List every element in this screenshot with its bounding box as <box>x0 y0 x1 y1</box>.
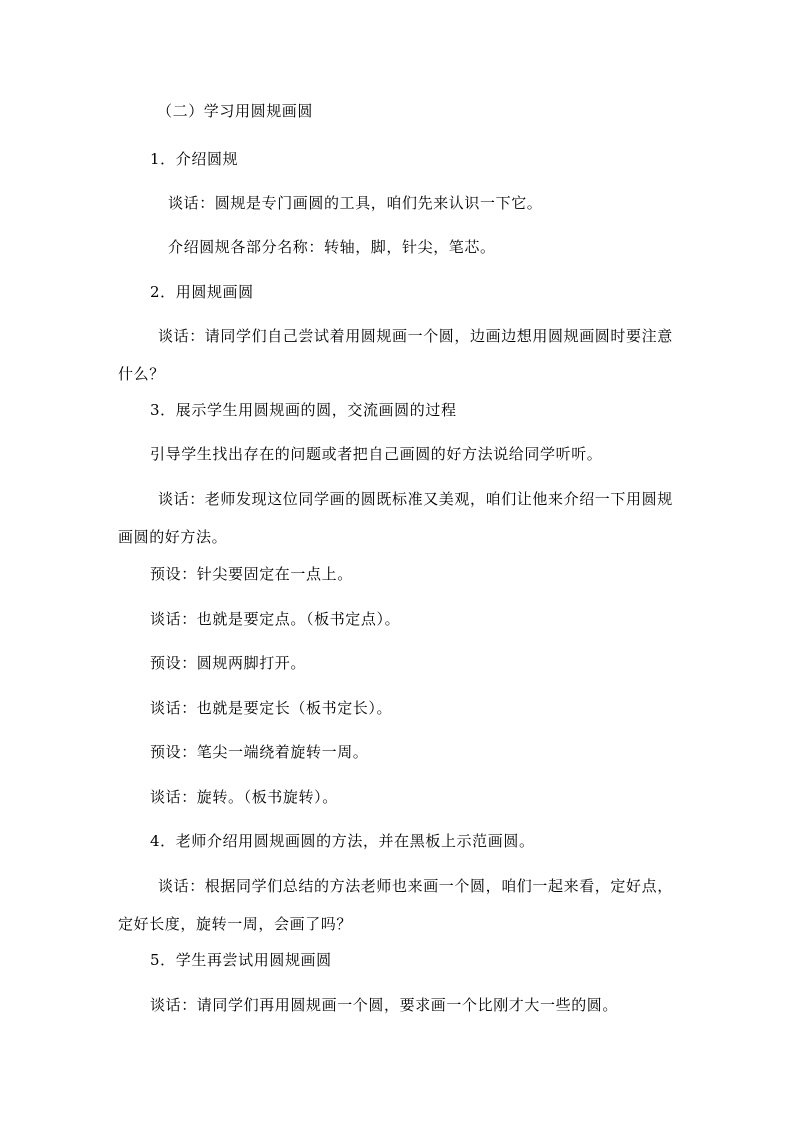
step4-heading: 4．老师介绍用圆规画圆的方法，并在黑板上示范画圆。 <box>150 832 535 850</box>
step5-heading: 5．学生再尝试用圆规画圆 <box>150 951 332 969</box>
preset-2: 预设：圆规两脚打开。 <box>150 654 307 672</box>
step1-parts: 介绍圆规各部分名称：转轴，脚，针尖，笔芯。 <box>168 238 496 256</box>
step2-heading: 2．用圆规画圆 <box>150 283 254 301</box>
step3-heading: 3．展示学生用圆规画的圆，交流画圆的过程 <box>150 401 457 419</box>
step1-talk: 谈话：圆规是专门画圆的工具，咱们先来认识一下它。 <box>168 194 543 212</box>
step2-talk: 谈话：请同学们自己尝试着用圆规画一个圆，边画边想用圆规画圆时要注意什么？ <box>118 327 673 383</box>
preset-1: 预设：针尖要固定在一点上。 <box>150 565 353 583</box>
talk-2: 谈话：也就是要定长（板书定长）。 <box>150 699 393 717</box>
step5-talk: 谈话：请同学们再用圆规画一个圆，要求画一个比刚才大一些的圆。 <box>150 996 619 1014</box>
step1-heading: 1．介绍圆规 <box>150 150 239 168</box>
section-heading: （二）学习用圆规画圆 <box>157 102 314 120</box>
step3-guide: 引导学生找出存在的问题或者把自己画圆的好方法说给同学听听。 <box>150 445 603 463</box>
talk-3: 谈话：旋转。（板书旋转）。 <box>150 788 338 806</box>
talk-1: 谈话：也就是要定点。（板书定点）。 <box>150 610 401 628</box>
preset-3: 预设：笔尖一端绕着旋转一周。 <box>150 743 369 761</box>
step4-talk: 谈话：根据同学们总结的方法老师也来画一个圆，咱们一起来看，定好点，定好长度，旋转一周，会画了吗？ <box>118 877 673 933</box>
step3-talk: 谈话：老师发现这位同学画的圆既标准又美观，咱们让他来介绍一下用圆规画圆的好方法。 <box>118 490 673 546</box>
